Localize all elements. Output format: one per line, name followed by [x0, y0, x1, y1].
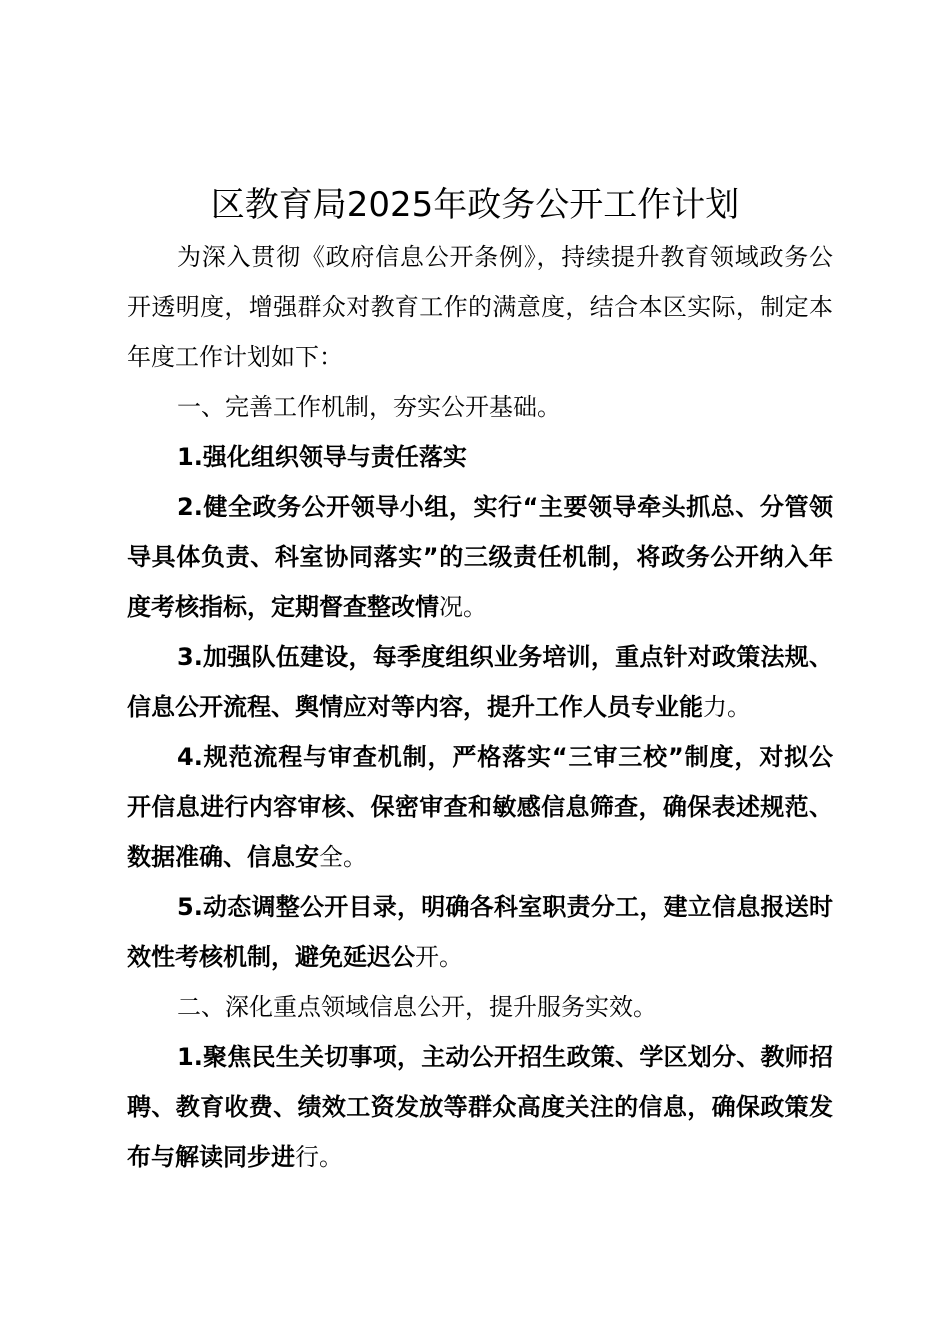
paragraph-text: 5.动态调整公开目录，明确各科室职责分工，建立信息报送时效性考核机制，避免延迟公 — [127, 893, 833, 971]
item-paragraph-1-2 — [127, 482, 833, 632]
paragraph-text: 二、深化重点领域信息公开，提升服务实效。 — [177, 993, 657, 1021]
item-paragraph-1-3 — [127, 632, 833, 732]
item-paragraph-1-5 — [127, 882, 833, 982]
paragraph-text: 4.规范流程与审查机制，严格落实“三审三校”制度，对拟公开信息进行内容审核、保密审查和敏感信息筛查，确保表述规范、数据准确、信息安 — [127, 743, 833, 871]
item-paragraph-1-4 — [127, 732, 833, 882]
paragraph-text: 为深入贯彻《政府信息公开条例》，持续提升教育领域政务公开透明度，增强群众对教育工作的满意度，结合本区实际，制定本年度工作计划如下： — [127, 243, 833, 371]
paragraph-text: 2.健全政务公开领导小组，实行“主要领导牵头抓总、分管领导具体负责、科室协同落实”的三级责任机制，将政务公开纳入年度考核指标，定期督查整改情 — [127, 493, 833, 621]
paragraph-tail: 开。 — [415, 943, 463, 971]
paragraph-tail: 况。 — [439, 593, 487, 621]
paragraph-text: 3.加强队伍建设，每季度组织业务培训，重点针对政策法规、信息公开流程、舆情应对等内容，提升工作人员专业能 — [127, 643, 833, 721]
section-heading-1 — [127, 382, 833, 432]
section-heading-2 — [127, 982, 833, 1032]
document-body — [127, 232, 833, 1182]
item-paragraph-2-1 — [127, 1032, 833, 1182]
paragraph-text: 一、完善工作机制，夯实公开基础。 — [177, 393, 561, 421]
paragraph-tail: 全。 — [319, 843, 367, 871]
paragraph-tail: 力。 — [703, 693, 751, 721]
item-heading-1-1 — [127, 432, 833, 482]
paragraph-text: 1.强化组织领导与责任落实 — [177, 443, 467, 471]
paragraph-text: 1.聚焦民生关切事项，主动公开招生政策、学区划分、教师招聘、教育收费、绩效工资发放等群众高度关注的信息，确保政策发布与解读同步进 — [127, 1043, 833, 1171]
paragraph-tail: 行。 — [295, 1143, 343, 1171]
intro-paragraph — [127, 232, 833, 382]
document-title: 区教育局2025年政务公开工作计划 — [210, 185, 740, 225]
